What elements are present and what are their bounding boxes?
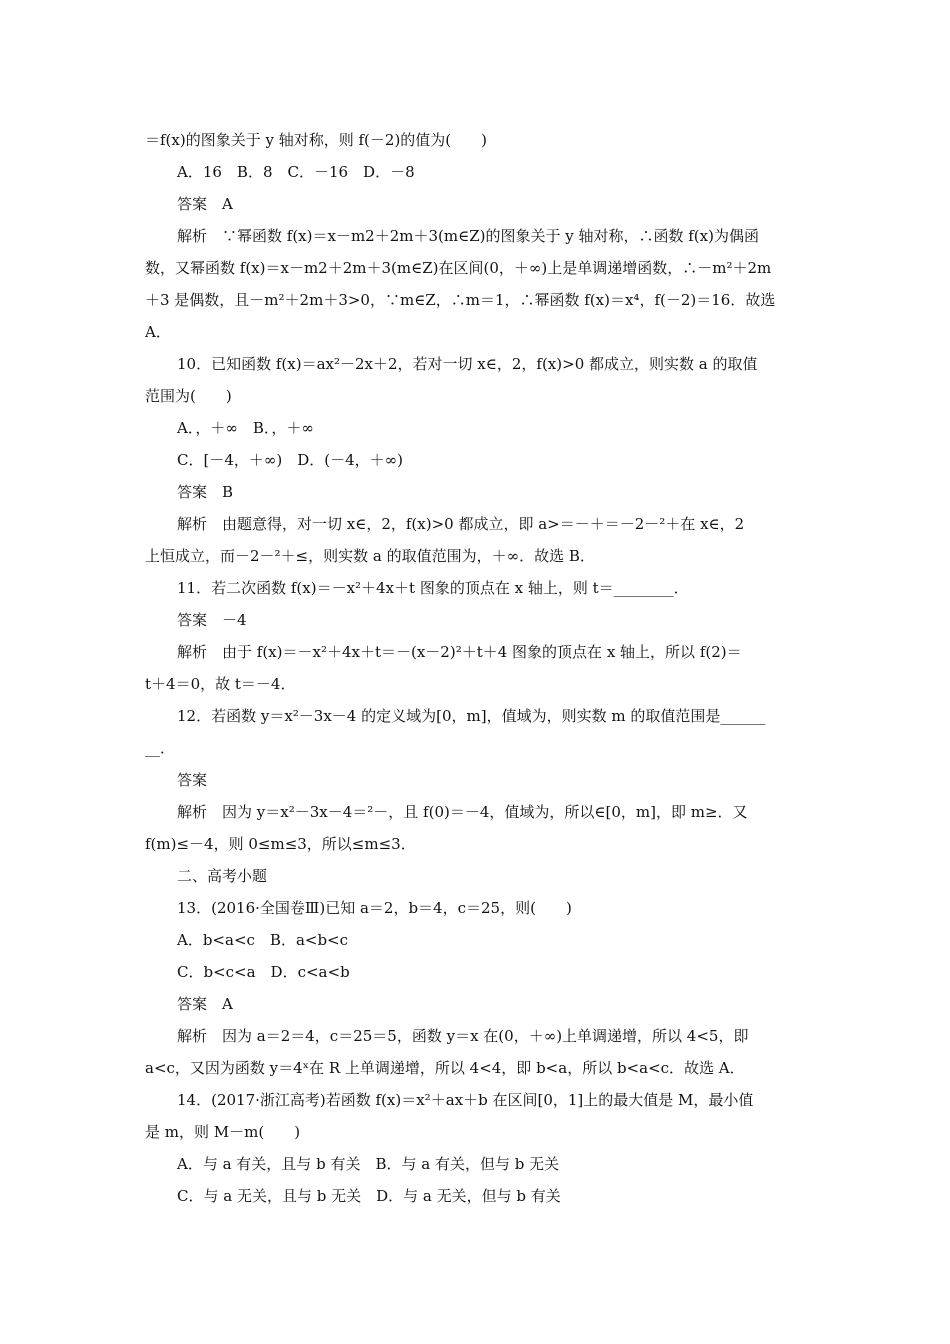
text-line: f(m)≤－4，则 0≤m≤3，所以≤m≤3．: [145, 835, 416, 853]
text-line: 范围为( ): [145, 387, 232, 405]
text-line: 答案 A: [177, 995, 233, 1013]
text-line: 解析 因为 y＝x²－3x－4＝²－，且 f(0)＝－4，值域为，所以∈[0，m]，即 m≥．又: [177, 803, 748, 821]
text-line: A．与 a 有关，且与 b 有关 B．与 a 有关，但与 b 无关: [177, 1155, 560, 1173]
text-line: 13．(2016·全国卷Ⅲ)已知 a＝2，b＝4，c＝25，则( ): [177, 899, 572, 917]
text-line: 数，又幂函数 f(x)＝x－m2＋2m＋3(m∈Z)在区间(0，＋∞)上是单调递增函数，∴－m²＋2m: [145, 259, 772, 277]
text-line: 是 m，则 M－m( ): [145, 1123, 301, 1141]
text-line: 14．(2017·浙江高考)若函数 f(x)＝x²＋ax＋b 在区间[0，1]上的最大值是 M，最小值: [177, 1091, 754, 1109]
text-line: A．: [145, 323, 171, 341]
text-line: A．16 B．8 C．－16 D．－8: [177, 163, 415, 181]
text-line: ＋3 是偶数，且－m²＋2m＋3>0，∵m∈Z，∴m＝1，∴幂函数 f(x)＝x⁴，f(－2)＝16．故选: [145, 291, 776, 309]
text-line: 解析 ∵幂函数 f(x)＝x－m2＋2m＋3(m∈Z)的图象关于 y 轴对称，∴函数 f(x)为偶函: [177, 227, 759, 245]
text-line: 11．若二次函数 f(x)＝－x²＋4x＋t 图象的顶点在 x 轴上，则 t＝________．: [177, 579, 689, 597]
text-line: C．[－4，＋∞) D．(－4，＋∞): [177, 451, 403, 469]
text-line: __．: [145, 739, 176, 757]
text-line: 二、高考小题: [177, 867, 268, 885]
text-line: ＝f(x)的图象关于 y 轴对称，则 f(－2)的值为( ): [145, 131, 487, 149]
text-line: C．b<c<a D．c<a<b: [177, 963, 350, 981]
text-line: A．b<a<c B．a<b<c: [177, 931, 349, 949]
text-line: C．与 a 无关，且与 b 无关 D．与 a 无关，但与 b 有关: [177, 1187, 561, 1205]
text-line: 10．已知函数 f(x)＝ax²－2x＋2，若对一切 x∈，2，f(x)>0 都成立，则实数 a 的取值: [177, 355, 758, 373]
text-line: 答案 －4: [177, 611, 247, 629]
text-line: 解析 因为 a＝2＝4，c＝25＝5，函数 y＝x 在(0，＋∞)上单调递增，所以 4<5，即: [177, 1027, 749, 1045]
text-line: 上恒成立，而－2－²＋≤，则实数 a 的取值范围为，＋∞．故选 B．: [145, 547, 595, 565]
text-line: a<c，又因为函数 y＝4ˣ在 R 上单调递增，所以 4<4，即 b<a，所以 b<a<c．故选 A．: [145, 1059, 745, 1077]
text-line: 答案 A: [177, 195, 233, 213]
text-line: A．，＋∞ B．，＋∞: [177, 419, 314, 437]
text-line: 答案: [177, 771, 208, 789]
text-line: t＋4＝0，故 t＝－4．: [145, 675, 296, 693]
text-line: 解析 由题意得，对一切 x∈，2，f(x)>0 都成立，即 a>＝－＋＝－2－²＋在 x∈，2: [177, 515, 745, 533]
text-line: 答案 B: [177, 483, 234, 501]
text-line: 解析 由于 f(x)＝－x²＋4x＋t＝－(x－2)²＋t＋4 图象的顶点在 x 轴上，所以 f(2)＝: [177, 643, 742, 661]
document-body: [145, 124, 810, 1212]
text-line: 12．若函数 y＝x²－3x－4 的定义域为[0，m]，值域为，则实数 m 的取值范围是______: [177, 707, 766, 725]
